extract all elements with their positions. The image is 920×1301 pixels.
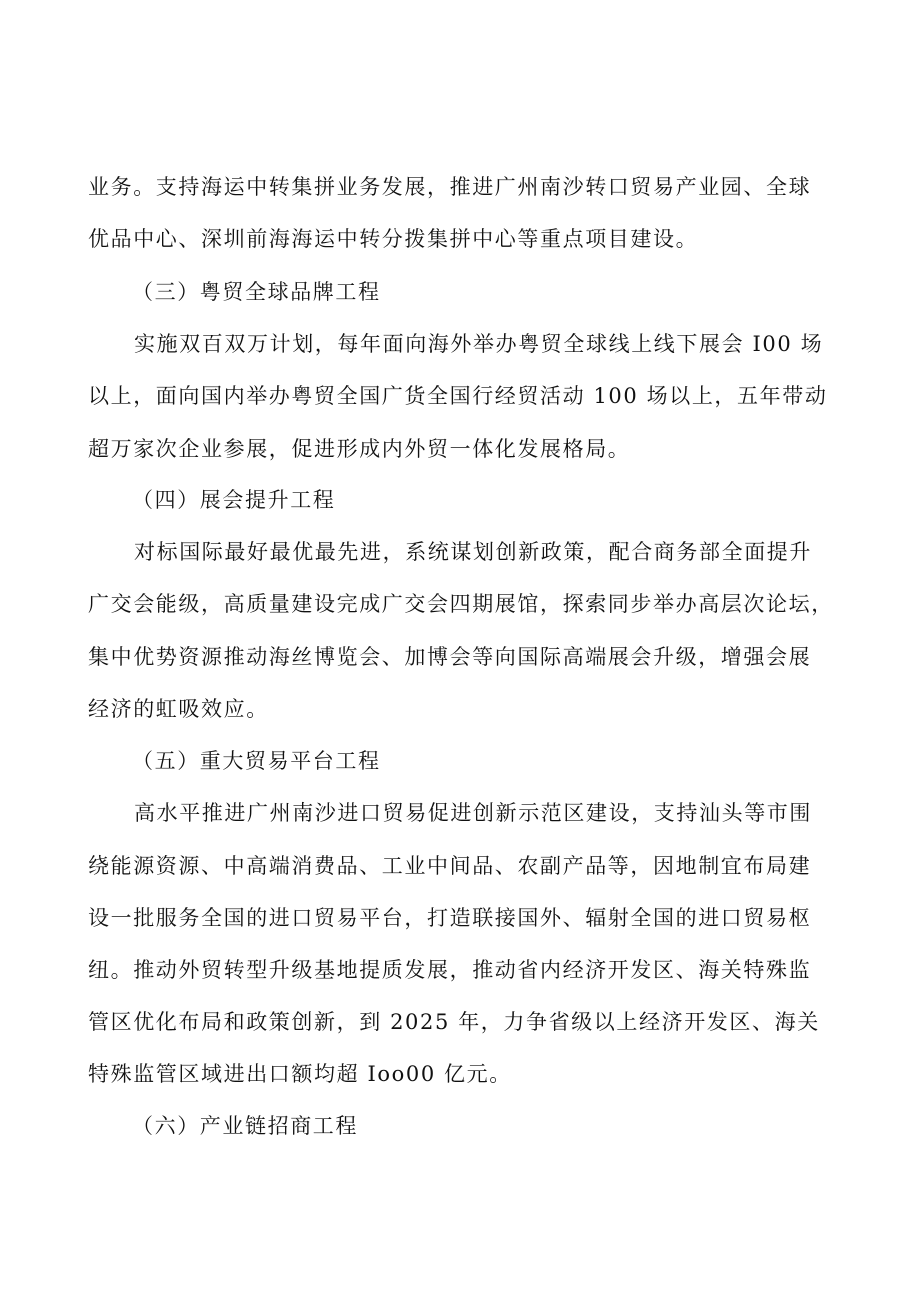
text-line: 绕能源资源、中高端消费品、工业中间品、农副产品等，因地制宜布局建: [88, 854, 812, 878]
text-line: 业务。支持海运中转集拼业务发展，推进广州南沙转口贸易产业园、全球: [88, 175, 812, 199]
section-heading: （六）产业链招商工程: [132, 1114, 358, 1138]
text-line: 超万家次企业参展，促进形成内外贸一体化发展格局。: [88, 437, 631, 461]
section-heading: （五）重大贸易平台工程: [132, 749, 381, 773]
text-line: 特殊监管区域进出口额均超 Ioo00 亿元。: [88, 1062, 512, 1086]
text-line: 集中优势资源推动海丝博览会、加博会等向国际高端展会升级，增强会展: [88, 645, 812, 669]
section-heading: （四）展会提升工程: [132, 488, 336, 512]
text-line: 优品中心、深圳前海海运中转分拨集拼中心等重点项目建设。: [88, 227, 699, 251]
text-line: 管区优化布局和政策创新，到 2025 年，力争省级以上经济开发区、海关: [88, 1010, 820, 1034]
text-line: 经济的虹吸效应。: [88, 697, 269, 721]
text-line: 对标国际最好最优最先进，系统谋划创新政策，配合商务部全面提升: [134, 540, 812, 564]
text-line: 广交会能级，高质量建设完成广交会四期展馆，探索同步举办高层次论坛，: [88, 592, 834, 616]
text-line: 设一批服务全国的进口贸易平台，打造联接国外、辐射全国的进口贸易枢: [88, 906, 812, 930]
text-line: 高水平推进广州南沙进口贸易促进创新示范区建设，支持汕头等市围: [134, 801, 812, 825]
text-line: 以上，面向国内举办粤贸全国广货全国行经贸活动 100 场以上，五年带动: [88, 384, 828, 408]
text-line: 纽。推动外贸转型升级基地提质发展，推动省内经济开发区、海关特殊监: [88, 958, 812, 982]
section-heading: （三）粤贸全球品牌工程: [132, 280, 381, 304]
text-line: 实施双百双万计划，每年面向海外举办粤贸全球线上线下展会 I00 场: [134, 332, 824, 356]
